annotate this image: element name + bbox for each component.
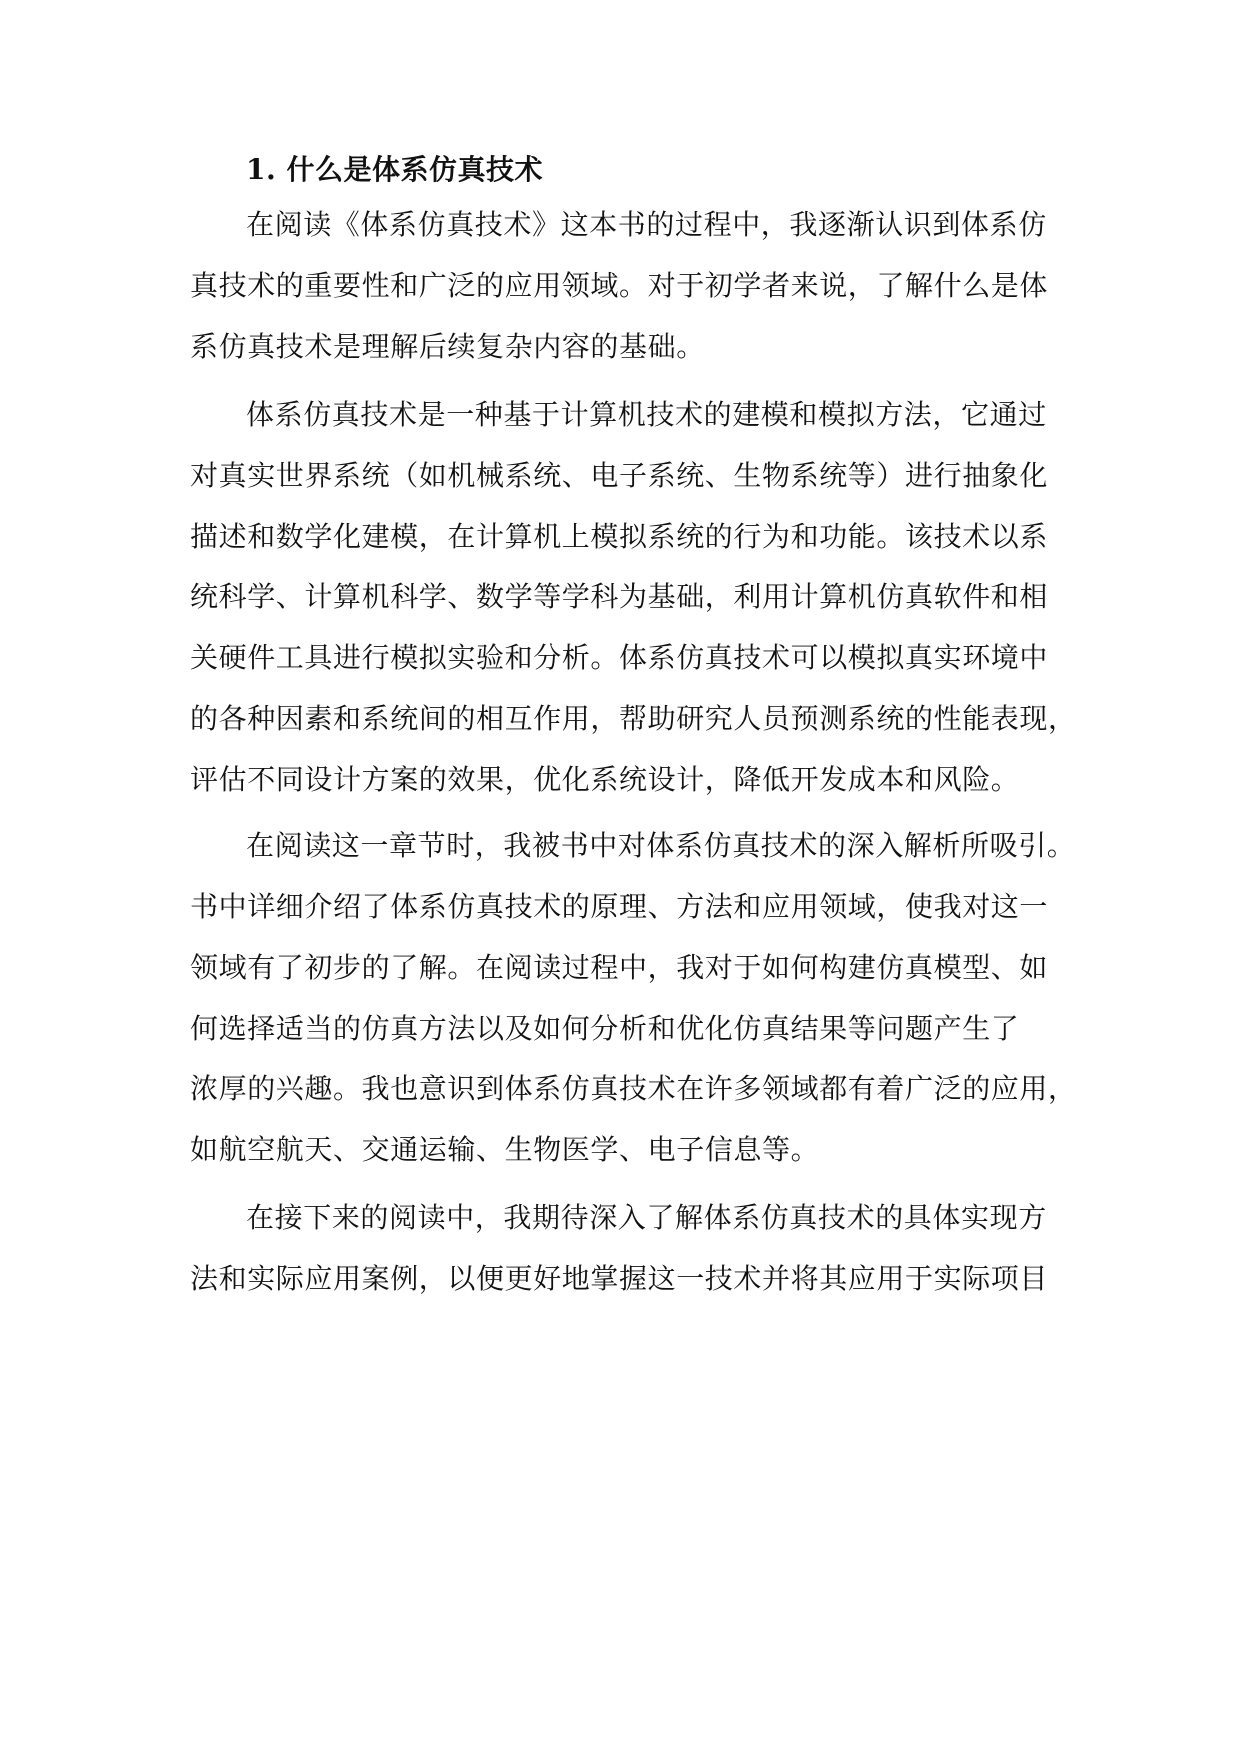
paragraph-line: 领域有了初步的了解。在阅读过程中，我对于如何构建仿真模型、如 [190, 951, 1049, 984]
paragraph-line: 浓厚的兴趣。我也意识到体系仿真技术在许多领域都有着广泛的应用， [190, 1072, 1077, 1105]
paragraph-line: 如航空航天、交通运输、生物医学、电子信息等。 [190, 1133, 820, 1166]
paragraph-line: 在阅读这一章节时，我被书中对体系仿真技术的深入解析所吸引。 [246, 829, 1076, 862]
paragraph-line: 描述和数学化建模，在计算机上模拟系统的行为和功能。该技术以系 [190, 520, 1049, 553]
paragraph-line: 对真实世界系统（如机械系统、电子系统、生物系统等）进行抽象化 [190, 459, 1049, 492]
section-heading: 1. 什么是体系仿真技术 [246, 153, 543, 186]
paragraph-line: 在阅读《体系仿真技术》这本书的过程中，我逐渐认识到体系仿 [246, 208, 1047, 241]
paragraph-line: 的各种因素和系统间的相互作用，帮助研究人员预测系统的性能表现， [190, 702, 1077, 735]
paragraph-line: 法和实际应用案例，以便更好地掌握这一技术并将其应用于实际项目 [190, 1262, 1049, 1295]
paragraph-line: 体系仿真技术是一种基于计算机技术的建模和模拟方法，它通过 [246, 398, 1047, 431]
paragraph-line: 书中详细介绍了体系仿真技术的原理、方法和应用领域，使我对这一 [190, 890, 1049, 923]
paragraph-line: 何选择适当的仿真方法以及如何分析和优化仿真结果等问题产生了 [190, 1012, 1020, 1045]
paragraph-line: 真技术的重要性和广泛的应用领域。对于初学者来说，了解什么是体 [190, 269, 1049, 302]
paragraph-line: 关硬件工具进行模拟实验和分析。体系仿真技术可以模拟真实环境中 [190, 641, 1049, 674]
paragraph-line: 统科学、计算机科学、数学等学科为基础，利用计算机仿真软件和相 [190, 580, 1049, 613]
paragraph-line: 评估不同设计方案的效果，优化系统设计，降低开发成本和风险。 [190, 763, 1020, 796]
paragraph-line: 系仿真技术是理解后续复杂内容的基础。 [190, 330, 705, 363]
paragraph-line: 在接下来的阅读中，我期待深入了解体系仿真技术的具体实现方 [246, 1201, 1047, 1234]
